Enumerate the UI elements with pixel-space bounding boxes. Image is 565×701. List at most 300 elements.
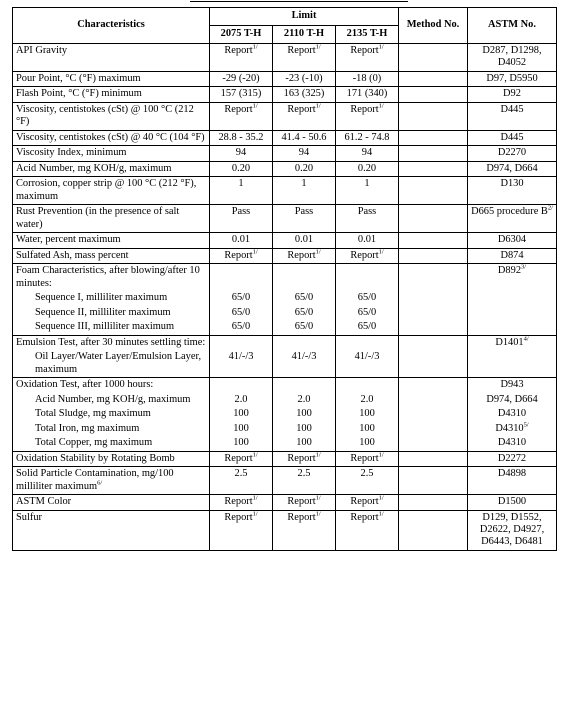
limit-value-1-text: 65/0 [231,306,251,318]
oxidation-sub-label-text: Acid Number, mg KOH/g, maximum [35,393,191,405]
oxidation-label [13,378,210,393]
astm-value [468,335,557,350]
characteristic-label-text: Rust Prevention (in the presence of salt water) [16,206,180,230]
astm-value [468,102,557,130]
limit-value-2 [273,350,336,377]
limit-value-3-text: Report [350,511,379,523]
limit-value-2 [273,422,336,436]
limit-value-2 [273,161,336,176]
astm-value-text: D943 [500,379,524,391]
table-row [13,306,557,320]
characteristic-label [13,205,210,233]
limit-value-3-text: 94 [361,147,373,159]
method-cell [399,378,468,393]
oxidation-sub-label [13,393,210,407]
col-grade-2135: 2135 T-H [336,26,399,44]
limit-value-1-text: 28.8 - 35.2 [218,131,264,143]
limit-value-1 [210,393,273,407]
characteristic-label-text: Water, percent maximum [16,234,121,246]
method-cell [399,87,468,102]
limit-value-3-text: Pass [357,206,377,218]
limit-value-2-text: 100 [296,408,312,420]
limit-value-3-text: Report [350,249,379,261]
table-row [13,146,557,161]
limit-value-2-text: 0.01 [294,234,314,246]
table-row [13,335,557,350]
astm-value-text: D1401 [495,336,524,348]
footnote-ref: 1/ [378,102,384,110]
limit-value-3-text: 65/0 [357,292,377,304]
astm-value [468,510,557,550]
astm-value [468,436,557,451]
astm-value-text: D4310 [497,408,527,420]
limit-value-3 [336,291,399,305]
limit-value-3 [336,436,399,451]
table-row [13,320,557,335]
table-row [13,130,557,145]
astm-value [468,495,557,510]
footnote-ref: 1/ [315,248,321,256]
characteristic-label [13,248,210,263]
footnote-ref: 1/ [252,102,258,110]
characteristic-label-text: API Gravity [16,45,68,56]
limit-value-2 [273,146,336,161]
method-cell [399,102,468,130]
footnote-ref: 1/ [378,248,384,256]
emulsion-sub-label [13,350,210,377]
limit-value-2 [273,378,336,393]
header-row-1 [13,8,557,26]
limit-value-2-text: Report [287,496,316,508]
limit-value-2 [273,306,336,320]
astm-value [468,451,557,466]
limit-value-1-text: Report [224,103,253,115]
characteristic-label-text: Solid Particle Contamination, mg/100 milliliter maximum [16,468,174,492]
limit-value-1 [210,320,273,335]
col-grade-2110: 2110 T-H [273,26,336,44]
limit-value-2 [273,264,336,291]
limit-value-2-text: 65/0 [294,306,314,318]
limit-value-3 [336,451,399,466]
method-cell [399,422,468,436]
limit-value-3 [336,306,399,320]
astm-value-text: D4310 [495,422,524,434]
table-row [13,378,557,393]
limit-value-2-text: 1 [301,178,307,190]
col-grade-2075: 2075 T-H [210,26,273,44]
footnote-ref: 1/ [252,43,258,51]
table-row [13,102,557,130]
limit-value-1 [210,291,273,305]
footnote-ref: 5/ [523,421,529,429]
astm-value-text: D445 [500,103,524,115]
footnote-ref: 2/ [547,204,553,212]
method-cell [399,233,468,248]
characteristic-label-text: Viscosity Index, minimum [16,147,127,159]
emulsion-sub-label-text: Oil Layer/Water Layer/Emulsion Layer, maximum [35,351,202,375]
limit-value-3 [336,407,399,421]
method-cell [399,264,468,291]
oxidation-sub-label-text: Total Sludge, mg maximum [35,408,151,420]
limit-value-2-text: 65/0 [294,321,314,333]
astm-value [468,205,557,233]
limit-value-1-text: 157 (315) [220,88,262,100]
method-cell [399,306,468,320]
limit-value-1 [210,422,273,436]
characteristic-label [13,467,210,495]
astm-value-text: D874 [500,249,524,261]
method-cell [399,335,468,350]
method-cell [399,407,468,421]
limit-value-3-text: 65/0 [357,306,377,318]
limit-value-3-text: 1 [364,178,370,190]
table-row [13,161,557,176]
limit-value-2-text: Report [287,103,316,115]
characteristic-label [13,510,210,550]
astm-value-text: D2270 [497,147,527,159]
footnote-ref: 6/ [97,479,103,487]
limit-value-1-text: 1 [238,178,244,190]
limit-value-2 [273,87,336,102]
emulsion-label [13,335,210,350]
limit-value-1 [210,146,273,161]
limit-value-3-text: Report [350,452,379,464]
limit-value-2-text: 65/0 [294,292,314,304]
col-astm: ASTM No. [468,8,557,44]
astm-value-text: D6304 [497,234,527,246]
limit-value-3-text: 100 [359,437,375,449]
limit-value-2 [273,510,336,550]
astm-value-text: D4310 [497,437,527,449]
astm-value-text: D287, D1298, D4052 [482,45,542,69]
limit-value-2-text: 100 [296,422,312,434]
table-row [13,205,557,233]
foam-sub-label-text: Sequence III, milliliter maximum [35,321,175,333]
limit-value-3-text: 65/0 [357,321,377,333]
footnote-ref: 1/ [252,494,258,502]
limit-value-3-text: Report [350,496,379,508]
characteristic-label [13,177,210,205]
astm-value-text: D974, D664 [486,393,538,405]
limit-value-3 [336,71,399,86]
limit-value-1-text: Report [224,496,253,508]
table-row [13,350,557,377]
foam-sub-label-text: Sequence I, milliliter maximum [35,292,168,304]
limit-value-1-text: Report [224,45,253,56]
limit-value-2 [273,436,336,451]
limit-value-3 [336,205,399,233]
limit-value-3 [336,87,399,102]
limit-value-2-text: 94 [298,147,310,159]
method-cell [399,248,468,263]
footnote-ref: 1/ [315,43,321,51]
limit-value-3-text: 171 (340) [346,88,388,100]
characteristic-label-text: Corrosion, copper strip @ 100 °C (212 °F), maximum [16,178,197,202]
footnote-ref: 1/ [252,451,258,459]
foam-sub-label [13,306,210,320]
limit-value-1-text: 94 [235,147,247,159]
limit-value-1-text: Report [224,249,253,261]
table-row [13,451,557,466]
characteristic-label [13,146,210,161]
limit-value-3 [336,495,399,510]
limit-value-2 [273,233,336,248]
limit-value-2 [273,451,336,466]
limit-value-3 [336,146,399,161]
astm-value [468,233,557,248]
characteristic-label-text: Sulfur [16,511,42,523]
oxidation-sub-label [13,407,210,421]
astm-value-text: D1500 [497,496,527,508]
astm-value [468,350,557,377]
astm-value-text: D129, D1552, D2622, D4927, D6443, D6481 [479,511,545,548]
limit-value-1 [210,350,273,377]
characteristic-label-text: Sulfated Ash, mass percent [16,249,129,261]
oxidation-sub-label-text: Total Copper, mg maximum [35,437,153,449]
foam-label-text: Foam Characteristics, after blowing/after 10 minutes: [16,265,200,289]
characteristic-label-text: Viscosity, centistokes (cSt) @ 100 °C (212 °F) [16,103,194,128]
characteristic-label-text: Pour Point, °C (°F) maximum [16,72,141,84]
footnote-ref: 1/ [378,494,384,502]
limit-value-3 [336,335,399,350]
limit-value-1 [210,205,273,233]
astm-value-text: D974, D664 [486,162,538,174]
method-cell [399,130,468,145]
astm-value [468,306,557,320]
astm-value [468,467,557,495]
table-body [13,44,557,551]
astm-value [468,378,557,393]
limit-value-2-text: 100 [296,437,312,449]
limit-value-3-text: 2.5 [360,468,374,480]
astm-value-text: D2272 [497,452,527,464]
footnote-ref: 1/ [378,510,384,518]
footnote-ref: 1/ [252,248,258,256]
limit-value-3 [336,350,399,377]
method-cell [399,451,468,466]
method-cell [399,146,468,161]
limit-value-2-text: Report [287,452,316,464]
astm-value [468,44,557,72]
astm-value-text: D665 procedure B [471,206,548,218]
footnote-ref: 1/ [315,494,321,502]
limit-value-2 [273,393,336,407]
limit-value-3 [336,320,399,335]
astm-value-text: D892 [497,265,522,277]
limit-value-3-text: 100 [359,422,375,434]
method-cell [399,177,468,205]
method-cell [399,71,468,86]
method-cell [399,320,468,335]
limit-value-3 [336,467,399,495]
table-row [13,248,557,263]
limit-value-2 [273,205,336,233]
table-row [13,233,557,248]
limit-value-2-text: -23 (-10) [285,72,323,84]
limit-value-3-text: 41/-/3 [354,351,380,363]
astm-value [468,161,557,176]
characteristic-label-text: Acid Number, mg KOH/g, maximum [16,162,172,174]
table-row [13,291,557,305]
col-characteristics: Characteristics [13,8,210,44]
limit-value-2 [273,407,336,421]
astm-value [468,291,557,305]
table-row [13,422,557,436]
footnote-ref: 1/ [378,451,384,459]
limit-value-1 [210,233,273,248]
method-cell [399,205,468,233]
limit-value-1-text: 65/0 [231,321,251,333]
limit-value-1 [210,378,273,393]
limit-value-1 [210,451,273,466]
col-method: Method No. [399,8,468,44]
limit-value-1-text: 2.5 [234,468,248,480]
limit-value-2-text: 0.20 [294,162,314,174]
astm-value [468,320,557,335]
limit-value-3 [336,510,399,550]
limit-value-2-text: 2.5 [297,468,311,480]
limit-value-3-text: 2.0 [360,393,374,405]
limit-value-1-text: Report [224,452,253,464]
limit-value-2-text: Report [287,511,316,523]
oxidation-label-text: Oxidation Test, after 1000 hours: [16,379,154,391]
limit-value-1 [210,467,273,495]
characteristic-label-text: Oxidation Stability by Rotating Bomb [16,452,175,464]
method-cell [399,510,468,550]
foam-sub-label-text: Sequence II, milliliter maximum [35,306,171,318]
characteristic-label [13,102,210,130]
limit-value-1-text: 2.0 [234,393,248,405]
characteristic-label [13,71,210,86]
characteristic-label [13,233,210,248]
footnote-ref: 1/ [315,102,321,110]
limit-value-2 [273,248,336,263]
limit-value-2 [273,44,336,72]
method-cell [399,291,468,305]
table-row [13,87,557,102]
limit-value-1 [210,71,273,86]
table-row [13,177,557,205]
astm-value [468,146,557,161]
limit-value-2-text: Report [287,45,316,56]
astm-value-text: D4898 [497,468,527,480]
method-cell [399,436,468,451]
top-rule [190,1,408,2]
table-row [13,510,557,550]
characteristic-label-text: Flash Point, °C (°F) minimum [16,88,142,100]
limit-value-1 [210,436,273,451]
method-cell [399,467,468,495]
limit-value-3 [336,422,399,436]
characteristic-label [13,87,210,102]
limit-value-1 [210,130,273,145]
limit-value-1-text: 41/-/3 [228,351,254,363]
oxidation-sub-label [13,436,210,451]
footnote-ref: 1/ [252,510,258,518]
limit-value-1 [210,161,273,176]
table-row [13,436,557,451]
limit-value-1-text: 100 [233,422,249,434]
limit-value-1-text: -29 (-20) [222,72,260,84]
limit-value-1 [210,510,273,550]
astm-value-text: D130 [500,178,524,190]
limit-value-1-text: 0.20 [231,162,251,174]
limit-value-2 [273,291,336,305]
method-cell [399,350,468,377]
limit-value-3 [336,102,399,130]
astm-value [468,422,557,436]
astm-value [468,407,557,421]
method-cell [399,161,468,176]
limit-value-2 [273,335,336,350]
limit-value-3-text: Report [350,103,379,115]
limit-value-3-text: 0.20 [357,162,377,174]
limit-value-1 [210,407,273,421]
table-row [13,467,557,495]
limit-value-1-text: Pass [231,206,251,218]
characteristic-label [13,130,210,145]
table-row [13,495,557,510]
foam-sub-label [13,320,210,335]
table-row [13,71,557,86]
astm-value-text: D97, D5950 [486,72,538,84]
table-row [13,393,557,407]
limit-value-3 [336,378,399,393]
limit-value-3-text: 61.2 - 74.8 [344,131,390,143]
limit-value-2-text: Pass [294,206,314,218]
characteristic-label [13,451,210,466]
astm-value [468,264,557,291]
limit-value-3 [336,161,399,176]
limit-value-3 [336,248,399,263]
astm-value [468,393,557,407]
foam-label [13,264,210,291]
limit-value-3 [336,393,399,407]
oxidation-sub-label [13,422,210,436]
astm-value [468,71,557,86]
emulsion-label-text: Emulsion Test, after 30 minutes settling time: [16,336,206,348]
method-cell [399,393,468,407]
limit-value-2 [273,467,336,495]
limit-value-3 [336,177,399,205]
limit-value-2-text: 41.4 - 50.6 [281,131,327,143]
limit-value-3-text: -18 (0) [352,72,382,84]
limit-value-1 [210,306,273,320]
limit-value-1-text: 0.01 [231,234,251,246]
limit-value-1-text: 100 [233,437,249,449]
limit-value-2 [273,102,336,130]
astm-value [468,177,557,205]
limit-value-3 [336,233,399,248]
oxidation-sub-label-text: Total Iron, mg maximum [35,422,140,434]
characteristic-label-text: Viscosity, centistokes (cSt) @ 40 °C (104 °F) [16,131,205,143]
limit-value-3 [336,130,399,145]
limit-value-1 [210,87,273,102]
astm-value-text: D92 [503,88,521,100]
footnote-ref: 1/ [315,451,321,459]
limit-value-3-text: Report [350,45,379,56]
limit-value-1 [210,495,273,510]
characteristic-label [13,495,210,510]
footnote-ref: 1/ [315,510,321,518]
limit-value-3-text: 0.01 [357,234,377,246]
col-limit: Limit [210,8,399,26]
limit-value-2 [273,320,336,335]
astm-value [468,87,557,102]
characteristic-label [13,161,210,176]
limit-value-3 [336,44,399,72]
characteristic-label-text: ASTM Color [16,496,72,508]
